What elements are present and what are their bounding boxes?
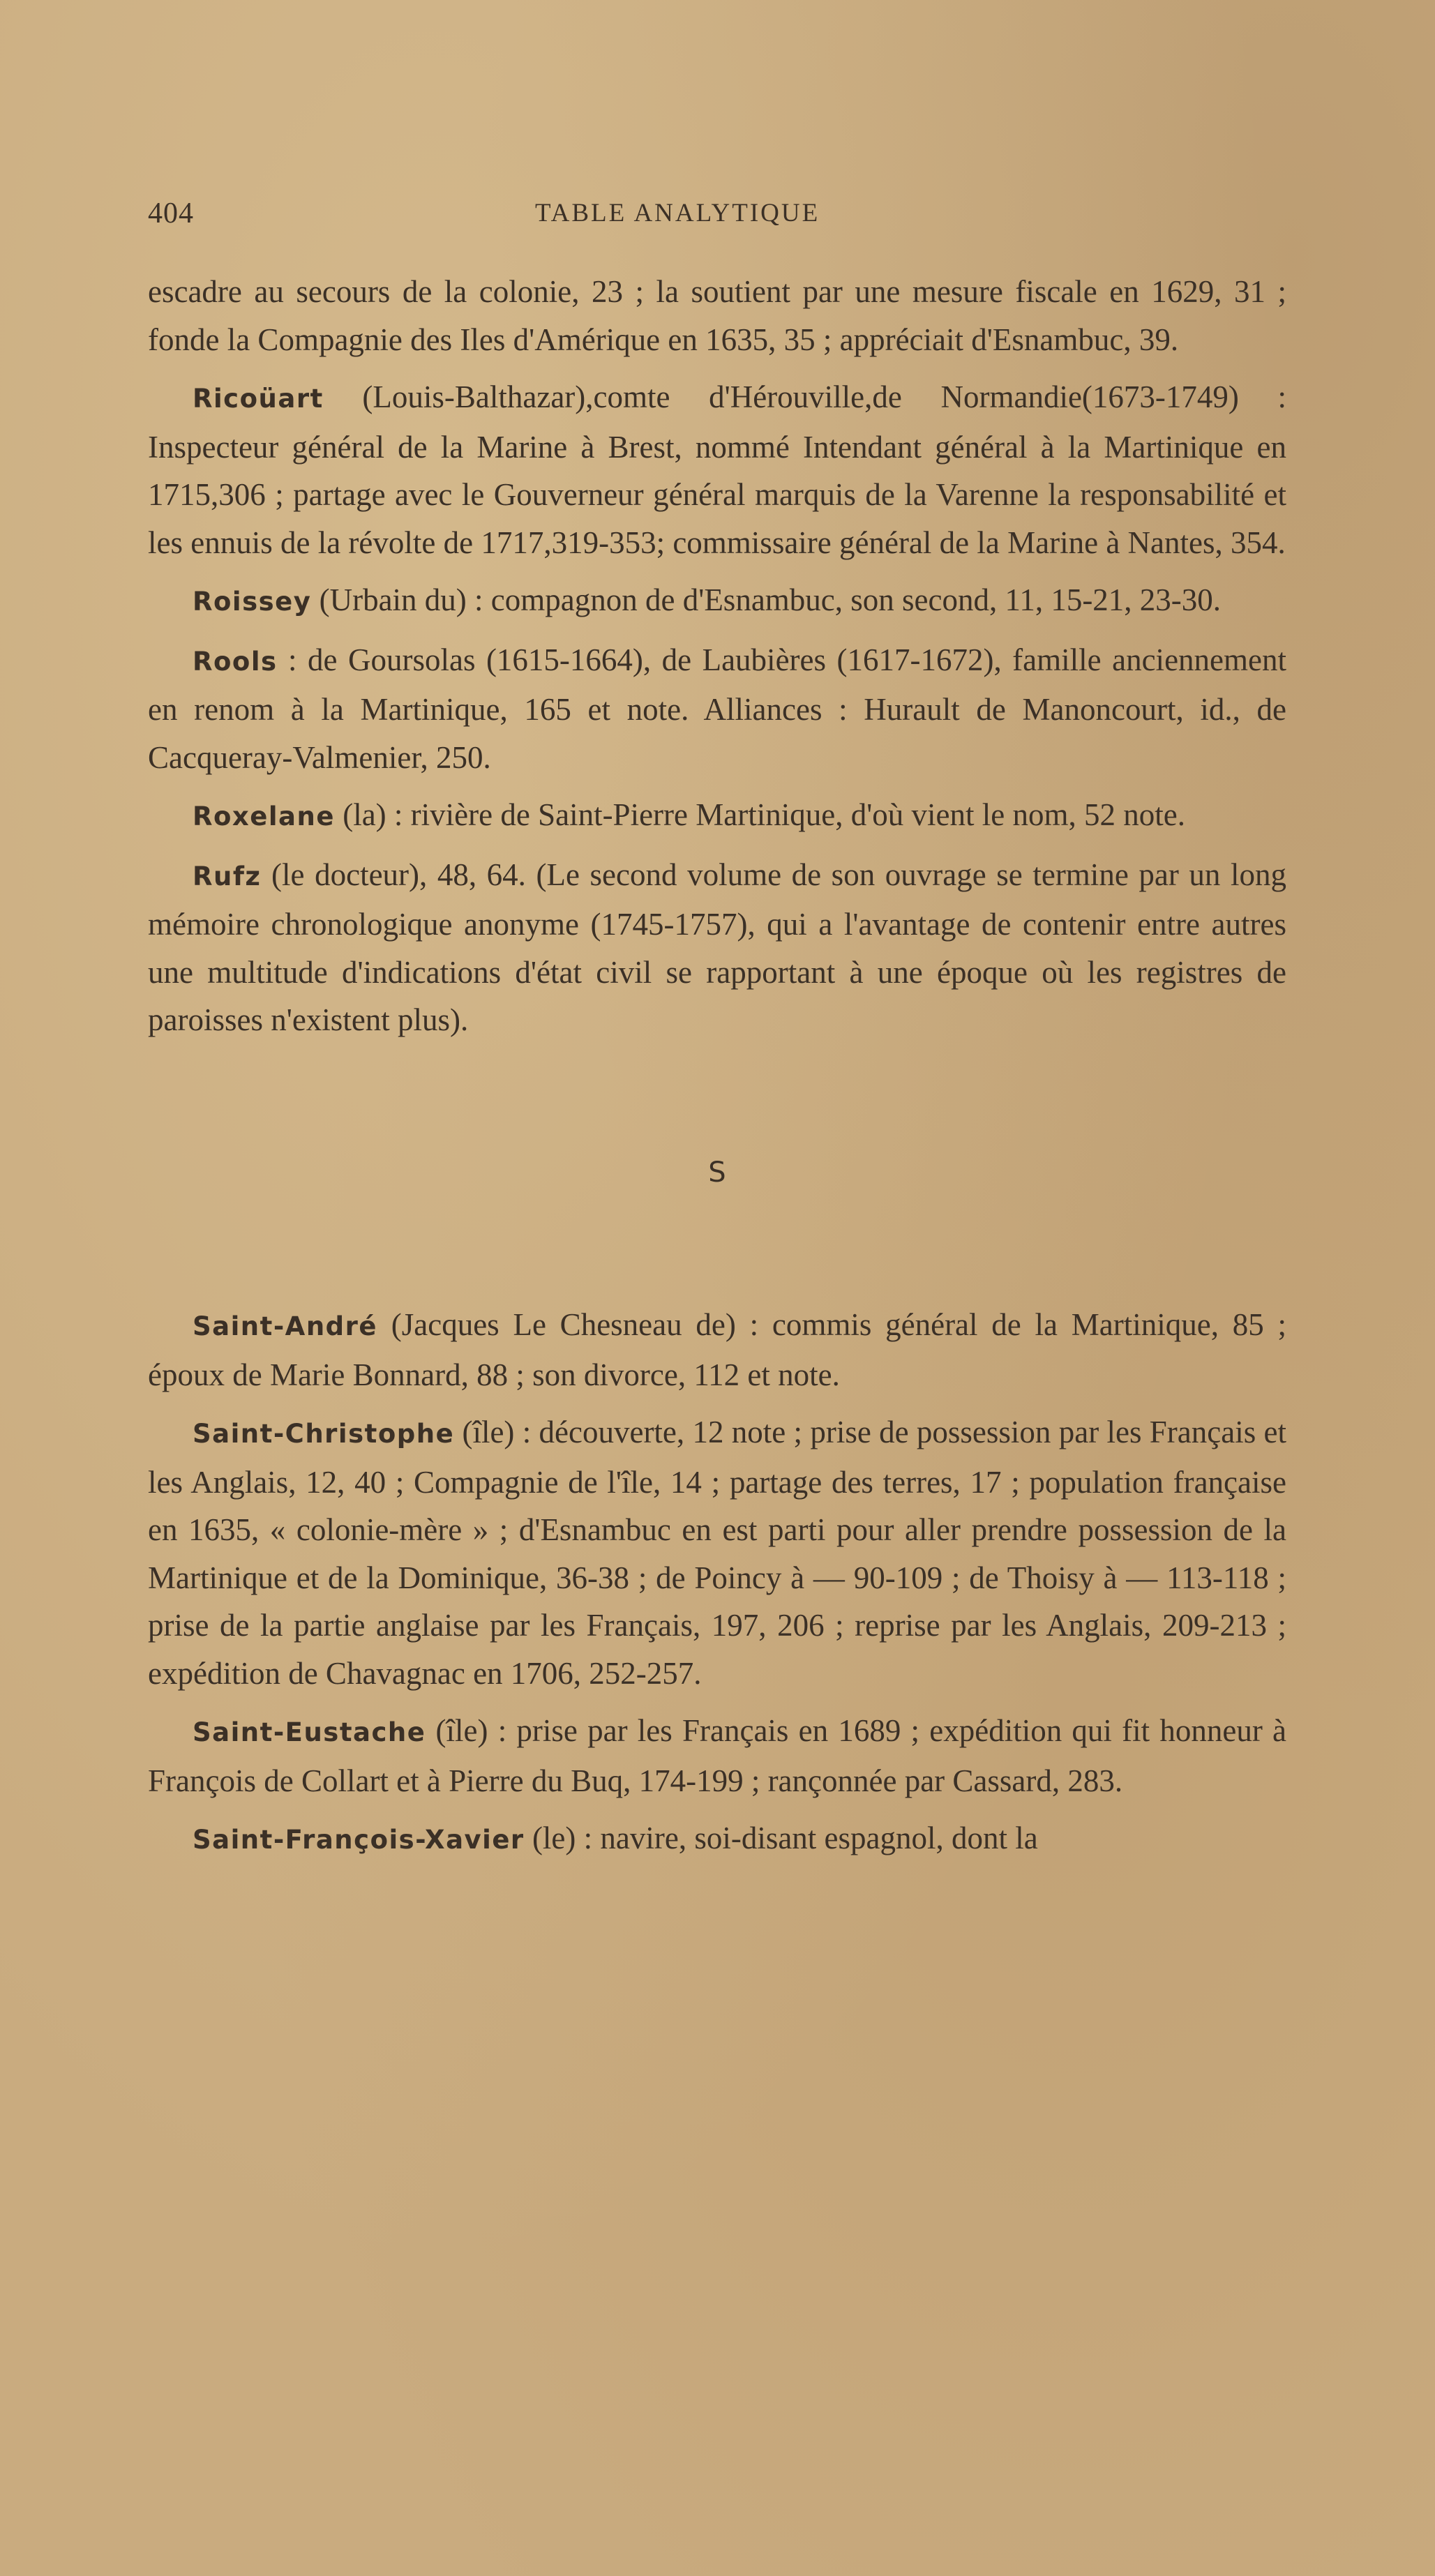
- index-entry-rufz: [148, 851, 1286, 1044]
- index-entry-saint-andre: [148, 1301, 1286, 1399]
- entry-text: (Urbain du) : compagnon de d'Esnambuc, son second, 11, 15-21, 23-30.: [311, 582, 1222, 617]
- entry-text: (île) : découverte, 12 note ; prise de possession par les Français et les Anglais, 12, 40 ; Compagnie de l'île, 14 ; partage des terres, 17 ; population française en 1635, « colonie-mère » ; d'Esnambuc en est parti pour aller prendre possession de la Martinique et de la Dominique, 36-38 ; de Poincy à — 90-109 ; de Thoisy à — 113-118 ; prise de la partie anglaise par les Français, 197, 206 ; reprise par les Anglais, 209-213 ; expédition de Chavagnac en 1706, 252-257.: [148, 1415, 1286, 1691]
- entry-heading: Rufz: [193, 861, 262, 891]
- entry-heading: Saint-François-Xavier: [193, 1825, 525, 1855]
- entry-text: (le) : navire, soi-disant espagnol, dont la: [524, 1821, 1038, 1855]
- page-header: [148, 197, 1292, 239]
- section-letter: S: [708, 1156, 726, 1189]
- index-entry-rools: [148, 636, 1286, 782]
- page-number: 404: [148, 197, 194, 229]
- index-entry-saint-eustache: [148, 1707, 1286, 1805]
- running-title: TABLE ANALYTIQUE: [535, 199, 820, 227]
- index-body: [148, 268, 1286, 1874]
- entry-heading: Roxelane: [193, 801, 335, 831]
- entry-heading: Saint-Eustache: [193, 1717, 426, 1747]
- entry-heading: Saint-Christophe: [193, 1419, 455, 1449]
- index-entry-roissey: [148, 576, 1286, 626]
- index-entry-saint-christophe: [148, 1408, 1286, 1697]
- entry-heading: Saint-André: [193, 1311, 377, 1341]
- entry-text: (île) : prise par les Français en 1689 ; expédition qui fit honneur à François de Collart et à Pierre du Buq, 174-199 ; rançonnée par Cassard, 283.: [148, 1713, 1286, 1798]
- entry-heading: Roissey: [193, 587, 312, 617]
- entry-heading: Ricoüart: [193, 384, 324, 414]
- entry-text: (la) : rivière de Saint-Pierre Martinique, d'où vient le nom, 52 note.: [334, 797, 1185, 832]
- entry-text: escadre au secours de la colonie, 23 ; la soutient par une mesure fiscale en 1629, 31 ; fonde la Compagnie des Iles d'Amérique en 1635, 35 ; appréciait d'Esnambuc, 39.: [148, 274, 1286, 357]
- index-entry-roxelane: [148, 791, 1286, 841]
- entry-text: (le docteur), 48, 64. (Le second volume de son ouvrage se termine par un long mémoire chronologique anonyme (1745-1757), qui a l'avantage de contenir entre autres une multitude d'indications d'état civil se rapportant à une époque où les registres de paroisses n'existent plus).: [148, 857, 1286, 1037]
- entry-text: (Louis-Balthazar),comte d'Hérouville,de Normandie(1673-1749) : Inspecteur général de la Marine à Brest, nommé Intendant général à la Martinique en 1715,306 ; partage avec le Gouverneur général marquis de la Varenne la responsabilité et les ennuis de la révolte de 1717,319-353; commissaire général de la Marine à Nantes, 354.: [148, 379, 1286, 560]
- index-entry-saint-francois-xavier: [148, 1814, 1286, 1865]
- entry-text: : de Goursolas (1615-1664), de Laubières (1617-1672), famille anciennement en renom à la Martinique, 165 et note. Alliances : Hurault de Manoncourt, id., de Cacqueray-Valmenier, 250.: [148, 642, 1286, 775]
- index-entry-ricouart: [148, 373, 1286, 566]
- index-entry-continuation: [148, 268, 1286, 363]
- entry-heading: Rools: [193, 646, 278, 677]
- entry-text: (Jacques Le Chesneau de) : commis général de la Martinique, 85 ; époux de Marie Bonnard, 88 ; son divorce, 112 et note.: [148, 1307, 1286, 1392]
